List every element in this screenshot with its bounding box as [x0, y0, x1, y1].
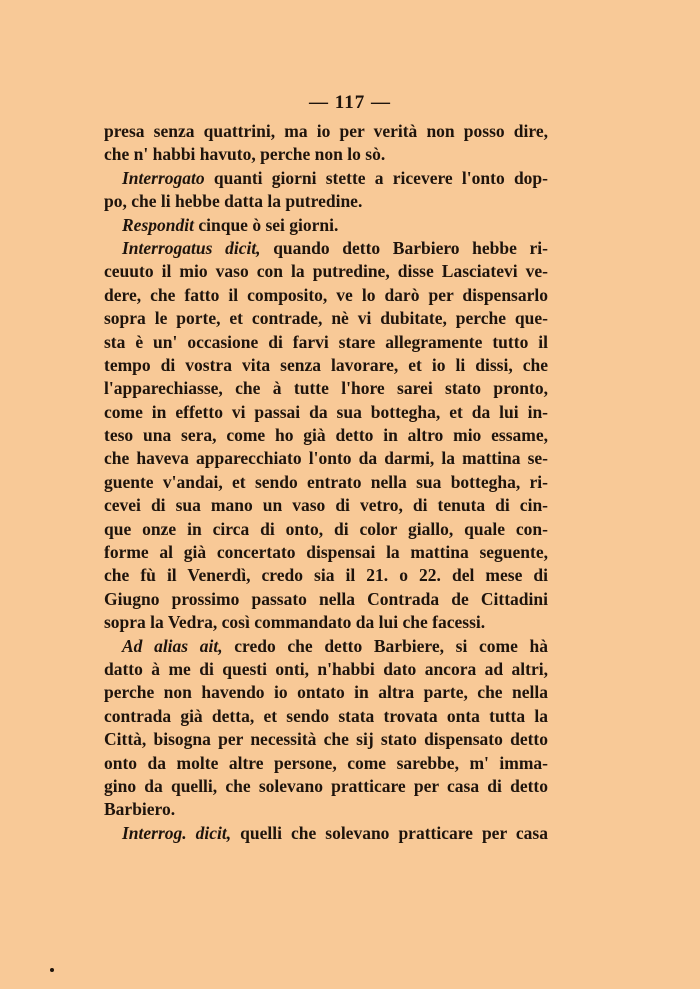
- text-line: [104, 775, 548, 798]
- text-line: [104, 681, 548, 704]
- line-text: cevei di sua mano un vaso di vetro, di tenuta di cin-: [104, 495, 548, 516]
- line-text: datto à me di questi onti, n'habbi dato ancora ad altri,: [104, 658, 548, 679]
- text-line: [104, 120, 548, 143]
- page-number: — 117 —: [309, 92, 391, 113]
- text-line: [104, 728, 548, 751]
- text-line: [104, 798, 548, 821]
- text-line: [104, 284, 548, 307]
- line-text: credo che detto Barbiere, si come hà: [222, 635, 548, 656]
- line-text: sopra le porte, et contrade, nè vi dubitate, perche que-: [104, 308, 548, 329]
- text-line: [104, 588, 548, 611]
- italic-lead: Interrogato: [122, 167, 205, 188]
- line-text: come in effetto vi passai da sua bottegha, et da lui in-: [104, 401, 548, 422]
- line-text: sopra la Vedra, così commandato da lui che facessi.: [104, 612, 486, 633]
- text-line: [104, 752, 548, 775]
- italic-lead: Interrog. dicit,: [122, 822, 232, 843]
- line-text: Barbiero.: [104, 799, 176, 820]
- line-text: guente v'andai, et sendo entrato nella sua bottegha, ri-: [104, 471, 548, 492]
- text-line: [104, 307, 548, 330]
- line-text: quanti giorni stette a ricevere l'onto dop-: [204, 167, 548, 188]
- text-line: [104, 518, 548, 541]
- text-line: [104, 705, 548, 728]
- text-line: [104, 237, 548, 260]
- text-line: [104, 611, 548, 634]
- text-line: [104, 541, 548, 564]
- line-text: teso una sera, come ho già detto in altro mio essame,: [104, 425, 548, 446]
- line-text: ceuuto il mio vaso con la putredine, disse Lasciatevi ve-: [104, 261, 548, 282]
- text-line: [104, 822, 548, 845]
- line-text: quelli che solevano pratticare per casa: [231, 822, 548, 843]
- line-text: l'apparechiasse, che à tutte l'hore sarei stato pronto,: [104, 378, 548, 399]
- text-line: [104, 471, 548, 494]
- text-line: [104, 260, 548, 283]
- line-text: contrada già detta, et sendo stata trovata onta tutta la: [104, 705, 548, 726]
- text-line: [104, 167, 548, 190]
- line-text: Giugno prossimo passato nella Contrada de Cittadini: [104, 588, 548, 609]
- text-line: [104, 494, 548, 517]
- text-line: [104, 658, 548, 681]
- line-text: che n' habbi havuto, perche non lo sò.: [104, 144, 386, 165]
- line-text: onto da molte altre persone, come sarebbe, m' imma-: [104, 752, 548, 773]
- line-text: gino da quelli, che solevano pratticare per casa di detto: [104, 775, 548, 796]
- line-text: tempo di vostra vita senza lavorare, et io li dissi, che: [104, 354, 548, 375]
- line-text: cinque ò sei giorni.: [193, 214, 339, 235]
- line-text: po, che li hebbe datta la putredine.: [104, 191, 363, 212]
- italic-lead: Ad alias ait,: [122, 635, 223, 656]
- italic-lead: Respondit: [122, 214, 194, 235]
- line-text: quando detto Barbiero hebbe ri-: [260, 237, 548, 258]
- text-line: [104, 354, 548, 377]
- line-text: que onze in circa di onto, di color giallo, quale con-: [104, 518, 548, 539]
- text-line: [104, 214, 548, 237]
- line-text: che fù il Venerdì, credo sia il 21. o 22. del mese di: [104, 565, 548, 586]
- text-line: [104, 143, 548, 166]
- text-line: [104, 377, 548, 400]
- text-line: [104, 424, 548, 447]
- text-line: [104, 635, 548, 658]
- ink-speck: [50, 968, 54, 972]
- line-text: forme al già concertato dispensai la mattina seguente,: [104, 542, 548, 563]
- text-line: [104, 401, 548, 424]
- text-line: [104, 190, 548, 213]
- line-text: perche non havendo io ontato in altra parte, che nella: [104, 682, 548, 703]
- italic-lead: Interrogatus dicit,: [122, 237, 261, 258]
- line-text: che haveva apparecchiato l'onto da darmi, la mattina se-: [104, 448, 548, 469]
- body-text: [104, 120, 548, 845]
- line-text: dere, che fatto il composito, ve lo darò per dispensarlo: [104, 284, 548, 305]
- text-line: [104, 447, 548, 470]
- line-text: Città, bisogna per necessità che sij stato dispensato detto: [104, 729, 548, 750]
- line-text: presa senza quattrini, ma io per verità non posso dire,: [104, 121, 548, 141]
- text-line: [104, 331, 548, 354]
- text-line: [104, 564, 548, 587]
- line-text: sta è un' occasione di farvi stare allegramente tutto il: [104, 331, 548, 352]
